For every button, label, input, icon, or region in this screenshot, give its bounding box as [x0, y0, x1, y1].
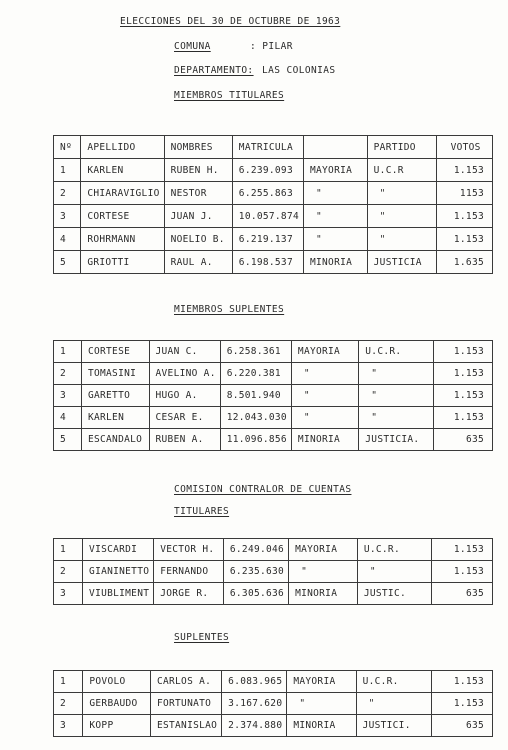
table-row — [54, 182, 493, 205]
document-title: ELECCIONES DEL 30 DE OCTUBRE DE 1963 — [120, 16, 341, 27]
comision-titulares-heading: TITULARES — [174, 506, 230, 517]
cell-numero: 2 — [54, 693, 83, 715]
cell-apellido: GRIOTTI — [81, 251, 164, 274]
cell-apellido: GIANINETTO — [83, 561, 154, 583]
titulares-table — [53, 135, 493, 274]
cell-numero: 1 — [54, 671, 83, 693]
cell-numero: 2 — [54, 182, 81, 205]
table-row — [54, 715, 493, 737]
cell-numero: 1 — [54, 539, 83, 561]
cell-nombres: NOELIO B. — [164, 228, 232, 251]
cell-matricula: 8.501.940 — [220, 385, 291, 407]
cell-mayoria-minoria: MAYORIA — [304, 159, 368, 182]
cell-partido: " — [367, 228, 437, 251]
cell-mayoria-minoria: MINORIA — [287, 715, 356, 737]
cell-matricula: 6.083.965 — [222, 671, 287, 693]
cell-nombres: CARLOS A. — [150, 671, 221, 693]
table-row — [54, 583, 493, 605]
table-row — [54, 159, 493, 182]
comision-titulares-table-body — [54, 539, 493, 605]
cell-matricula: 6.235.630 — [223, 561, 288, 583]
cell-nombres: FERNANDO — [154, 561, 224, 583]
cell-matricula: 6.220.381 — [220, 363, 291, 385]
cell-numero: 3 — [54, 205, 81, 228]
cell-apellido: POVOLO — [83, 671, 151, 693]
cell-votos: 1.153 — [431, 693, 492, 715]
comision-suplentes-table — [53, 670, 493, 737]
cell-apellido: GERBAUDO — [83, 693, 151, 715]
cell-votos: 1.153 — [433, 363, 492, 385]
cell-nombres: FORTUNATO — [150, 693, 221, 715]
cell-nombres: RAUL A. — [164, 251, 232, 274]
cell-matricula: 3.167.620 — [222, 693, 287, 715]
cell-partido: U.C.R. — [357, 539, 431, 561]
cell-partido: " — [359, 407, 433, 429]
cell-apellido: CORTESE — [81, 341, 149, 363]
cell-votos: 1.153 — [433, 407, 492, 429]
table-row — [54, 407, 493, 429]
cell-partido: JUSTIC. — [357, 583, 431, 605]
comision-suplentes-heading: SUPLENTES — [174, 632, 230, 643]
cell-votos: 1.153 — [432, 561, 493, 583]
comision-suplentes-table-body — [54, 671, 493, 737]
comuna-label: COMUNA — [174, 41, 211, 52]
cell-partido: " — [359, 385, 433, 407]
cell-nombres: NESTOR — [164, 182, 232, 205]
departamento-label: DEPARTAMENTO: — [174, 65, 254, 76]
cell-partido: U.C.R. — [359, 341, 433, 363]
cell-votos: 1.153 — [437, 205, 493, 228]
cell-apellido: GARETTO — [81, 385, 149, 407]
cell-mayoria-minoria: " — [287, 693, 356, 715]
cell-apellido: CORTESE — [81, 205, 164, 228]
cell-votos: 1.153 — [432, 539, 493, 561]
cell-votos: 635 — [432, 583, 493, 605]
cell-partido: " — [356, 693, 431, 715]
column-header-matricula: MATRICULA — [232, 136, 303, 159]
cell-apellido: KOPP — [83, 715, 151, 737]
cell-numero: 1 — [54, 159, 81, 182]
cell-partido: JUSTICIA — [367, 251, 437, 274]
table-row — [54, 693, 493, 715]
cell-numero: 3 — [54, 715, 83, 737]
cell-numero: 2 — [54, 561, 83, 583]
miembros-titulares-heading: MIEMBROS TITULARES — [174, 90, 285, 101]
cell-matricula: 6.219.137 — [232, 228, 303, 251]
cell-matricula: 6.258.361 — [220, 341, 291, 363]
column-header-mayoria-minoria — [304, 136, 368, 159]
table-row — [54, 561, 493, 583]
cell-apellido: VISCARDI — [83, 539, 154, 561]
cell-apellido: CHIARAVIGLIO — [81, 182, 164, 205]
column-header-apellido: APELLIDO — [81, 136, 164, 159]
cell-partido: " — [367, 182, 437, 205]
cell-matricula: 6.255.863 — [232, 182, 303, 205]
cell-votos: 635 — [433, 429, 492, 451]
cell-apellido: ESCANDALO — [81, 429, 149, 451]
cell-nombres: CESAR E. — [149, 407, 220, 429]
cell-mayoria-minoria: " — [289, 561, 358, 583]
table-row — [54, 205, 493, 228]
cell-apellido: KARLEN — [81, 407, 149, 429]
column-header-nombres: NOMBRES — [164, 136, 232, 159]
comision-heading: COMISION CONTRALOR DE CUENTAS — [174, 484, 352, 495]
table-row — [54, 251, 493, 274]
cell-apellido: KARLEN — [81, 159, 164, 182]
cell-mayoria-minoria: MINORIA — [304, 251, 368, 274]
cell-votos: 1.153 — [437, 159, 493, 182]
titulares-table-body — [54, 136, 493, 274]
cell-numero: 3 — [54, 583, 83, 605]
cell-numero: 1 — [54, 341, 82, 363]
cell-matricula: 6.239.093 — [232, 159, 303, 182]
cell-nombres: JUAN J. — [164, 205, 232, 228]
comision-titulares-table — [53, 538, 493, 605]
table-row — [54, 228, 493, 251]
cell-votos: 1.153 — [433, 341, 492, 363]
cell-partido: " — [367, 205, 437, 228]
cell-partido: JUSTICI. — [356, 715, 431, 737]
cell-apellido: ROHRMANN — [81, 228, 164, 251]
cell-partido: U.C.R. — [356, 671, 431, 693]
cell-mayoria-minoria: " — [291, 407, 358, 429]
cell-matricula: 6.249.046 — [223, 539, 288, 561]
cell-nombres: VECTOR H. — [154, 539, 224, 561]
cell-nombres: AVELINO A. — [149, 363, 220, 385]
column-header-votos: VOTOS — [437, 136, 493, 159]
cell-mayoria-minoria: " — [304, 228, 368, 251]
cell-mayoria-minoria: " — [304, 205, 368, 228]
table-header-row — [54, 136, 493, 159]
cell-numero: 4 — [54, 407, 82, 429]
table-row — [54, 671, 493, 693]
cell-mayoria-minoria: " — [304, 182, 368, 205]
cell-matricula: 12.043.030 — [220, 407, 291, 429]
cell-apellido: TOMASINI — [81, 363, 149, 385]
table-row — [54, 341, 493, 363]
cell-numero: 5 — [54, 429, 82, 451]
cell-partido: JUSTICIA. — [359, 429, 433, 451]
comuna-value: : PILAR — [250, 41, 293, 52]
cell-nombres: RUBEN H. — [164, 159, 232, 182]
cell-matricula: 6.198.537 — [232, 251, 303, 274]
cell-numero: 5 — [54, 251, 81, 274]
cell-mayoria-minoria: MAYORIA — [289, 539, 358, 561]
cell-mayoria-minoria: " — [291, 385, 358, 407]
cell-nombres: JORGE R. — [154, 583, 224, 605]
cell-nombres: ESTANISLAO — [150, 715, 221, 737]
cell-partido: U.C.R — [367, 159, 437, 182]
cell-numero: 3 — [54, 385, 82, 407]
cell-partido: " — [359, 363, 433, 385]
suplentes-table — [53, 340, 493, 451]
departamento-value: LAS COLONIAS — [262, 65, 336, 76]
cell-apellido: VIUBLIMENT — [83, 583, 154, 605]
cell-votos: 635 — [431, 715, 492, 737]
cell-matricula: 2.374.880 — [222, 715, 287, 737]
cell-mayoria-minoria: " — [291, 363, 358, 385]
table-row — [54, 385, 493, 407]
cell-mayoria-minoria: MAYORIA — [287, 671, 356, 693]
suplentes-table-body — [54, 341, 493, 451]
cell-matricula: 10.057.874 — [232, 205, 303, 228]
cell-votos: 1.153 — [433, 385, 492, 407]
table-row — [54, 539, 493, 561]
cell-mayoria-minoria: MAYORIA — [291, 341, 358, 363]
cell-numero: 4 — [54, 228, 81, 251]
miembros-suplentes-heading: MIEMBROS SUPLENTES — [174, 304, 285, 315]
column-header-numero: Nº — [54, 136, 81, 159]
table-row — [54, 429, 493, 451]
cell-nombres: RUBEN A. — [149, 429, 220, 451]
cell-matricula: 6.305.636 — [223, 583, 288, 605]
cell-mayoria-minoria: MINORIA — [291, 429, 358, 451]
cell-matricula: 11.096.856 — [220, 429, 291, 451]
cell-numero: 2 — [54, 363, 82, 385]
cell-votos: 1.635 — [437, 251, 493, 274]
cell-mayoria-minoria: MINORIA — [289, 583, 358, 605]
column-header-partido: PARTIDO — [367, 136, 437, 159]
cell-partido: " — [357, 561, 431, 583]
cell-nombres: HUGO A. — [149, 385, 220, 407]
table-row — [54, 363, 493, 385]
cell-votos: 1.153 — [431, 671, 492, 693]
cell-votos: 1153 — [437, 182, 493, 205]
cell-nombres: JUAN C. — [149, 341, 220, 363]
cell-votos: 1.153 — [437, 228, 493, 251]
